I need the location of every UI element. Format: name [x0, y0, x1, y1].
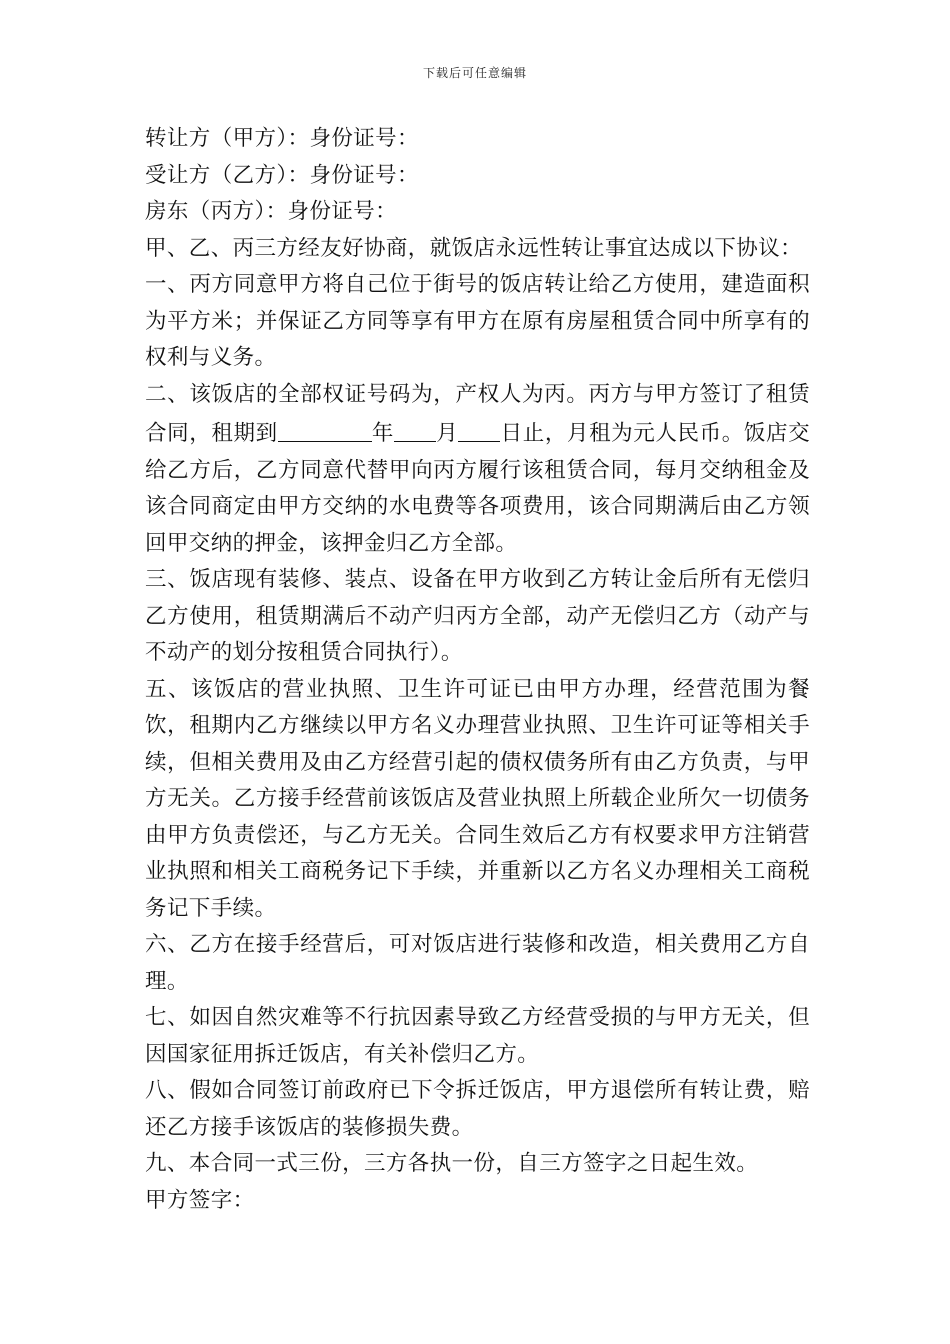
party-a-signature-line: 甲方签字： — [145, 1187, 255, 1213]
lease-end-year-blank[interactable] — [278, 415, 372, 442]
party-a-line: 转让方（甲方）：身份证号： — [145, 126, 419, 151]
clause-7-paragraph: 七、如因自然灾难等不行抗因素导致乙方经营受损的与甲方无关，但因国家征用拆迁饭店，有关补偿归乙方。 — [145, 1005, 810, 1067]
clause-1-paragraph: 一、丙方同意甲方将自己位于街号的饭店转让给乙方使用，建造面积为平方米；并保证乙方同等享有甲方在原有房屋租赁合同中所享有的权利与义务。 — [145, 272, 810, 370]
lease-end-month-blank[interactable] — [394, 415, 436, 442]
contract-body — [145, 121, 810, 1219]
clause-5-paragraph: 五、该饭店的营业执照、卫生许可证已由甲方办理，经营范围为餐饮，租期内乙方继续以甲方名义办理营业执照、卫生许可证等相关手续，但相关费用及由乙方经营引起的债权债务所有由乙方负责，与甲方无关。乙方接手经营前该饭店及营业执照上所载企业所欠一切债务由甲方负责偿还，与乙方无关。合同生效后乙方有权要求甲方注销营业执照和相关工商税务记下手续，并重新以乙方名义办理相关工商税务记下手续。 — [145, 676, 810, 921]
clause-9-paragraph: 九、本合同一式三份，三方各执一份，自三方签字之日起生效。 — [145, 1151, 759, 1176]
clause-2-text-a: 二、该饭店的全部权证号码为，产权人为丙。丙方与甲方签订了租赁合同，租期到 — [145, 381, 810, 446]
page-header-note: 下载后可任意编辑 — [422, 66, 527, 80]
clause-2-month-label: 月 — [436, 421, 459, 446]
party-b-line: 受让方（乙方）：身份证号： — [145, 162, 419, 188]
clause-2-year-label: 年 — [371, 421, 395, 446]
clause-6-paragraph: 六、乙方在接手经营后，可对饭店进行装修和改造，相关费用乙方自理。 — [145, 932, 810, 994]
clause-2-paragraph — [145, 377, 810, 563]
lease-end-day-blank[interactable] — [458, 415, 500, 442]
preamble-paragraph: 甲、乙、丙三方经友好协商，就饭店永远性转让事宜达成以下协议： — [145, 235, 803, 261]
clause-3-paragraph: 三、饭店现有装修、装点、设备在甲方收到乙方转让金后所有无偿归乙方使用，租赁期满后不动产归丙方全部，动产无偿归乙方（动产与不动产的划分按租赁合同执行）。 — [145, 567, 810, 665]
clause-2-text-b: 日止，月租为元人民币。饭店交给乙方后，乙方同意代替甲向丙方履行该租赁合同，每月交纳租金及该合同商定由甲方交纳的水电费等各项费用，该合同期满后由乙方领回甲交纳的押金，该押金归乙方全部。 — [145, 421, 811, 556]
party-c-line: 房东（丙方）：身份证号： — [145, 199, 398, 224]
clause-8-paragraph: 八、假如合同签订前政府已下令拆迁饭店，甲方退偿所有转让费，赔还乙方接手该饭店的装修损失费。 — [145, 1078, 810, 1140]
